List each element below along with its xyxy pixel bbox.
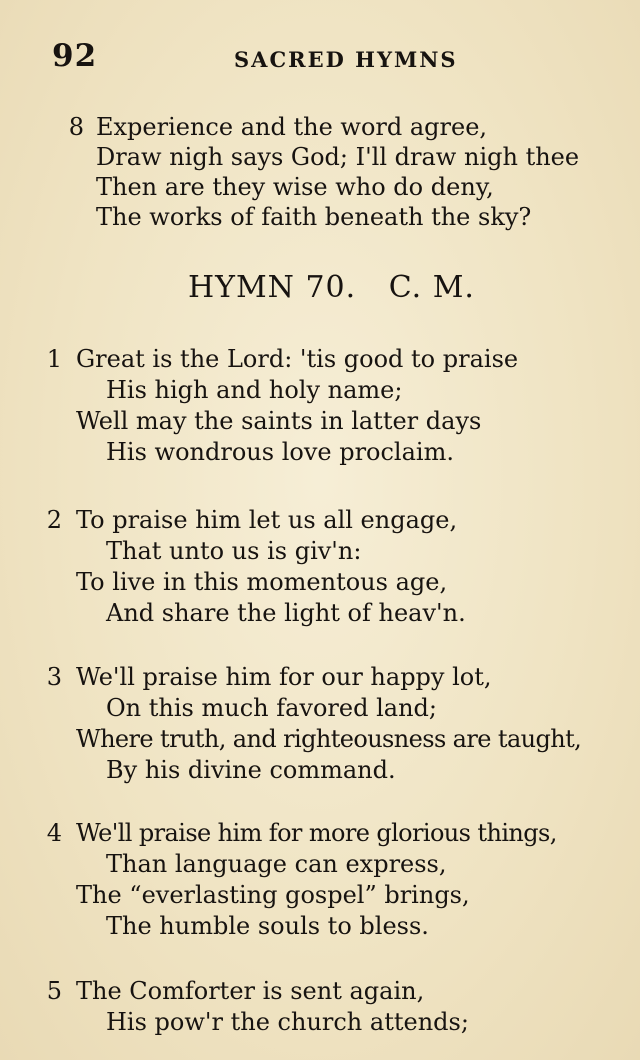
hymn-meter: C. M. — [388, 270, 475, 305]
verse-line: We'll praise him for our happy lot, — [76, 663, 492, 691]
verse-line: The Comforter is sent again, — [76, 977, 425, 1005]
verse-number: 3 — [46, 663, 62, 691]
verse-number: 4 — [46, 819, 62, 847]
verse-line: To live in this momentous age, — [76, 568, 448, 596]
verse-line: Well may the saints in latter days — [76, 407, 482, 435]
verse-line: Draw nigh says God; I'll draw nigh thee — [96, 143, 580, 171]
verse-line: The works of faith beneath the sky? — [96, 203, 532, 231]
verse-line: The humble souls to bless. — [106, 912, 429, 940]
verse-line: On this much favored land; — [106, 694, 437, 722]
verse-number: 2 — [46, 506, 62, 534]
hymn-number: HYMN 70. — [188, 270, 357, 305]
verse-line: His wondrous love proclaim. — [106, 438, 454, 466]
verse-line: Where truth, and righteousness are taught, — [76, 725, 582, 753]
verse-line: His high and holy name; — [106, 376, 403, 404]
page-header — [52, 38, 612, 78]
verse-line: Experience and the word agree, — [96, 113, 488, 141]
verse-line: And share the light of heav'n. — [106, 599, 466, 627]
verse-line: To praise him let us all engage, — [76, 506, 458, 534]
verse-line: Than language can express, — [106, 850, 447, 878]
hymn-title — [188, 270, 475, 305]
verse-number: 1 — [46, 345, 62, 373]
verse-line: His pow'r the church attends; — [106, 1008, 469, 1036]
verse-line: We'll praise him for more glorious things, — [76, 819, 557, 847]
running-head: SACRED HYMNS — [234, 47, 458, 72]
verse-line: By his divine command. — [106, 756, 396, 784]
page-number: 92 — [52, 38, 98, 74]
verse-line: Then are they wise who do deny, — [96, 173, 494, 201]
verse-line: The “everlasting gospel” brings, — [76, 881, 470, 909]
verse-line: That unto us is giv'n: — [106, 537, 362, 565]
verse-line: Great is the Lord: 'tis good to praise — [76, 345, 519, 373]
verse-number: 5 — [46, 977, 62, 1005]
verse-number: 8 — [68, 113, 84, 141]
